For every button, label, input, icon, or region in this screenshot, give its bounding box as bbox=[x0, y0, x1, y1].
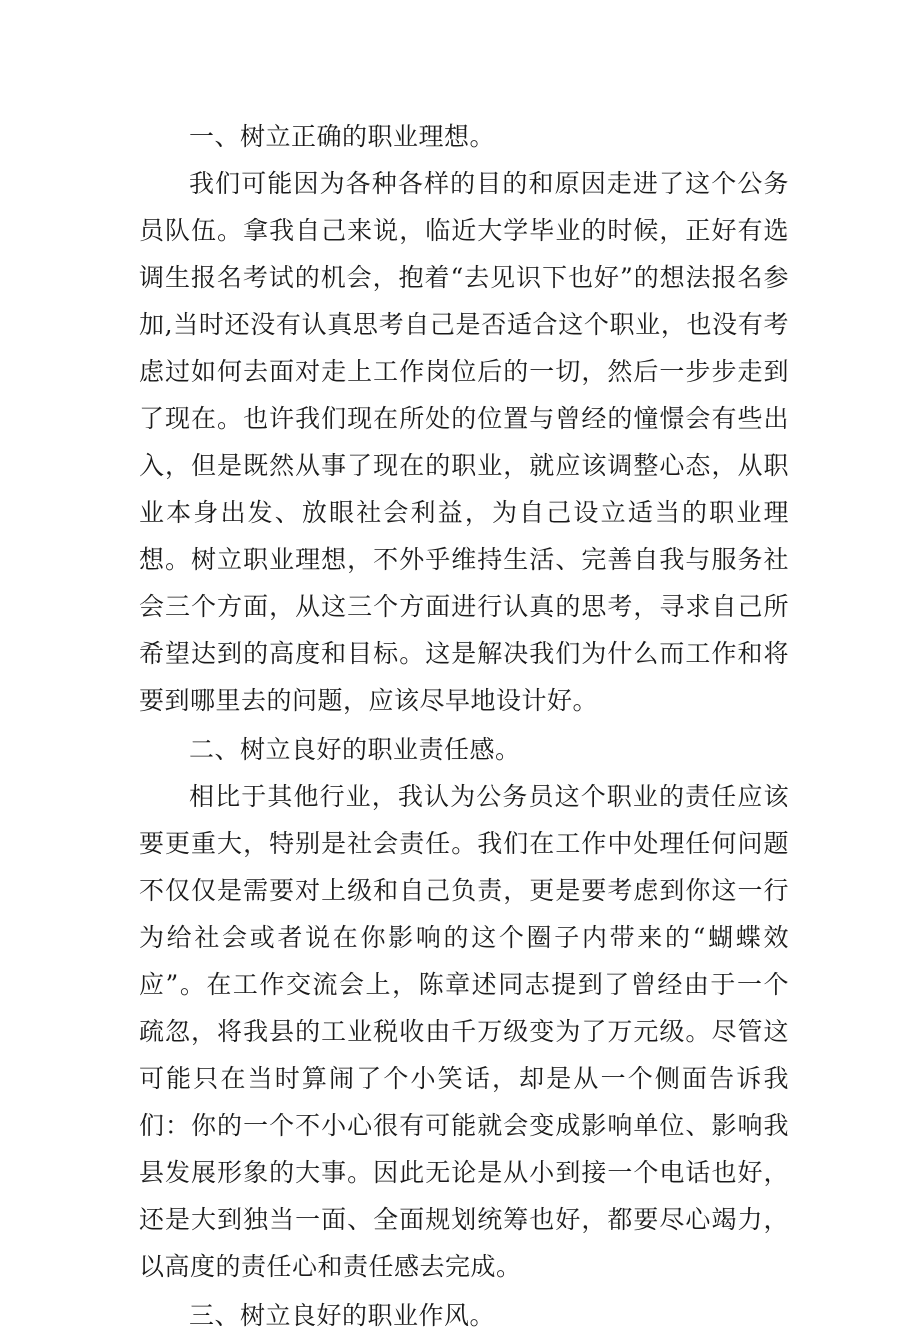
section-heading-3: 三、树立良好的职业作风。 bbox=[189, 1301, 496, 1330]
section-heading-1: 一、树立正确的职业理想。 bbox=[189, 122, 496, 151]
document-body bbox=[139, 111, 789, 1339]
section-paragraph-1: 我们可能因为各种各样的目的和原因走进了这个公务员队伍。拿我自己来说，临近大学毕业的时候，正好有选调生报名考试的机会，抱着“去见识下也好”的想法报名参加,当时还没有认真思考自己是否适合这个职业，也没有考虑过如何去面对走上工作岗位后的一切，然后一步步走到了现在。也许我们现在所处的位置与曾经的憧憬会有些出入，但是既然从事了现在的职业，就应该调整心态，从职业本身出发、放眼社会利益，为自己设立适当的职业理想。树立职业理想，不外乎维持生活、完善自我与服务社会三个方面，从这三个方面进行认真的思考，寻求自己所希望达到的高度和目标。这是解决我们为什么而工作和将要到哪里去的问题，应该尽早地设计好。 bbox=[139, 169, 789, 715]
section-paragraph-2: 相比于其他行业，我认为公务员这个职业的责任应该要更重大，特别是社会责任。我们在工作中处理任何问题不仅仅是需要对上级和自己负责，更是要考虑到你这一行为给社会或者说在你影响的这个圈子内带来的“蝴蝶效应”。在工作交流会上，陈章述同志提到了曾经由于一个疏忽，将我县的工业税收由千万级变为了万元级。尽管这可能只在当时算闹了个小笑话，却是从一个侧面告诉我们：你的一个不小心很有可能就会变成影响单位、影响我县发展形象的大事。因此无论是从小到接一个电话也好，还是大到独当一面、全面规划统筹也好，都要尽心竭力，以高度的责任心和责任感去完成。 bbox=[139, 782, 789, 1281]
section-heading-2: 二、树立良好的职业责任感。 bbox=[189, 735, 521, 764]
